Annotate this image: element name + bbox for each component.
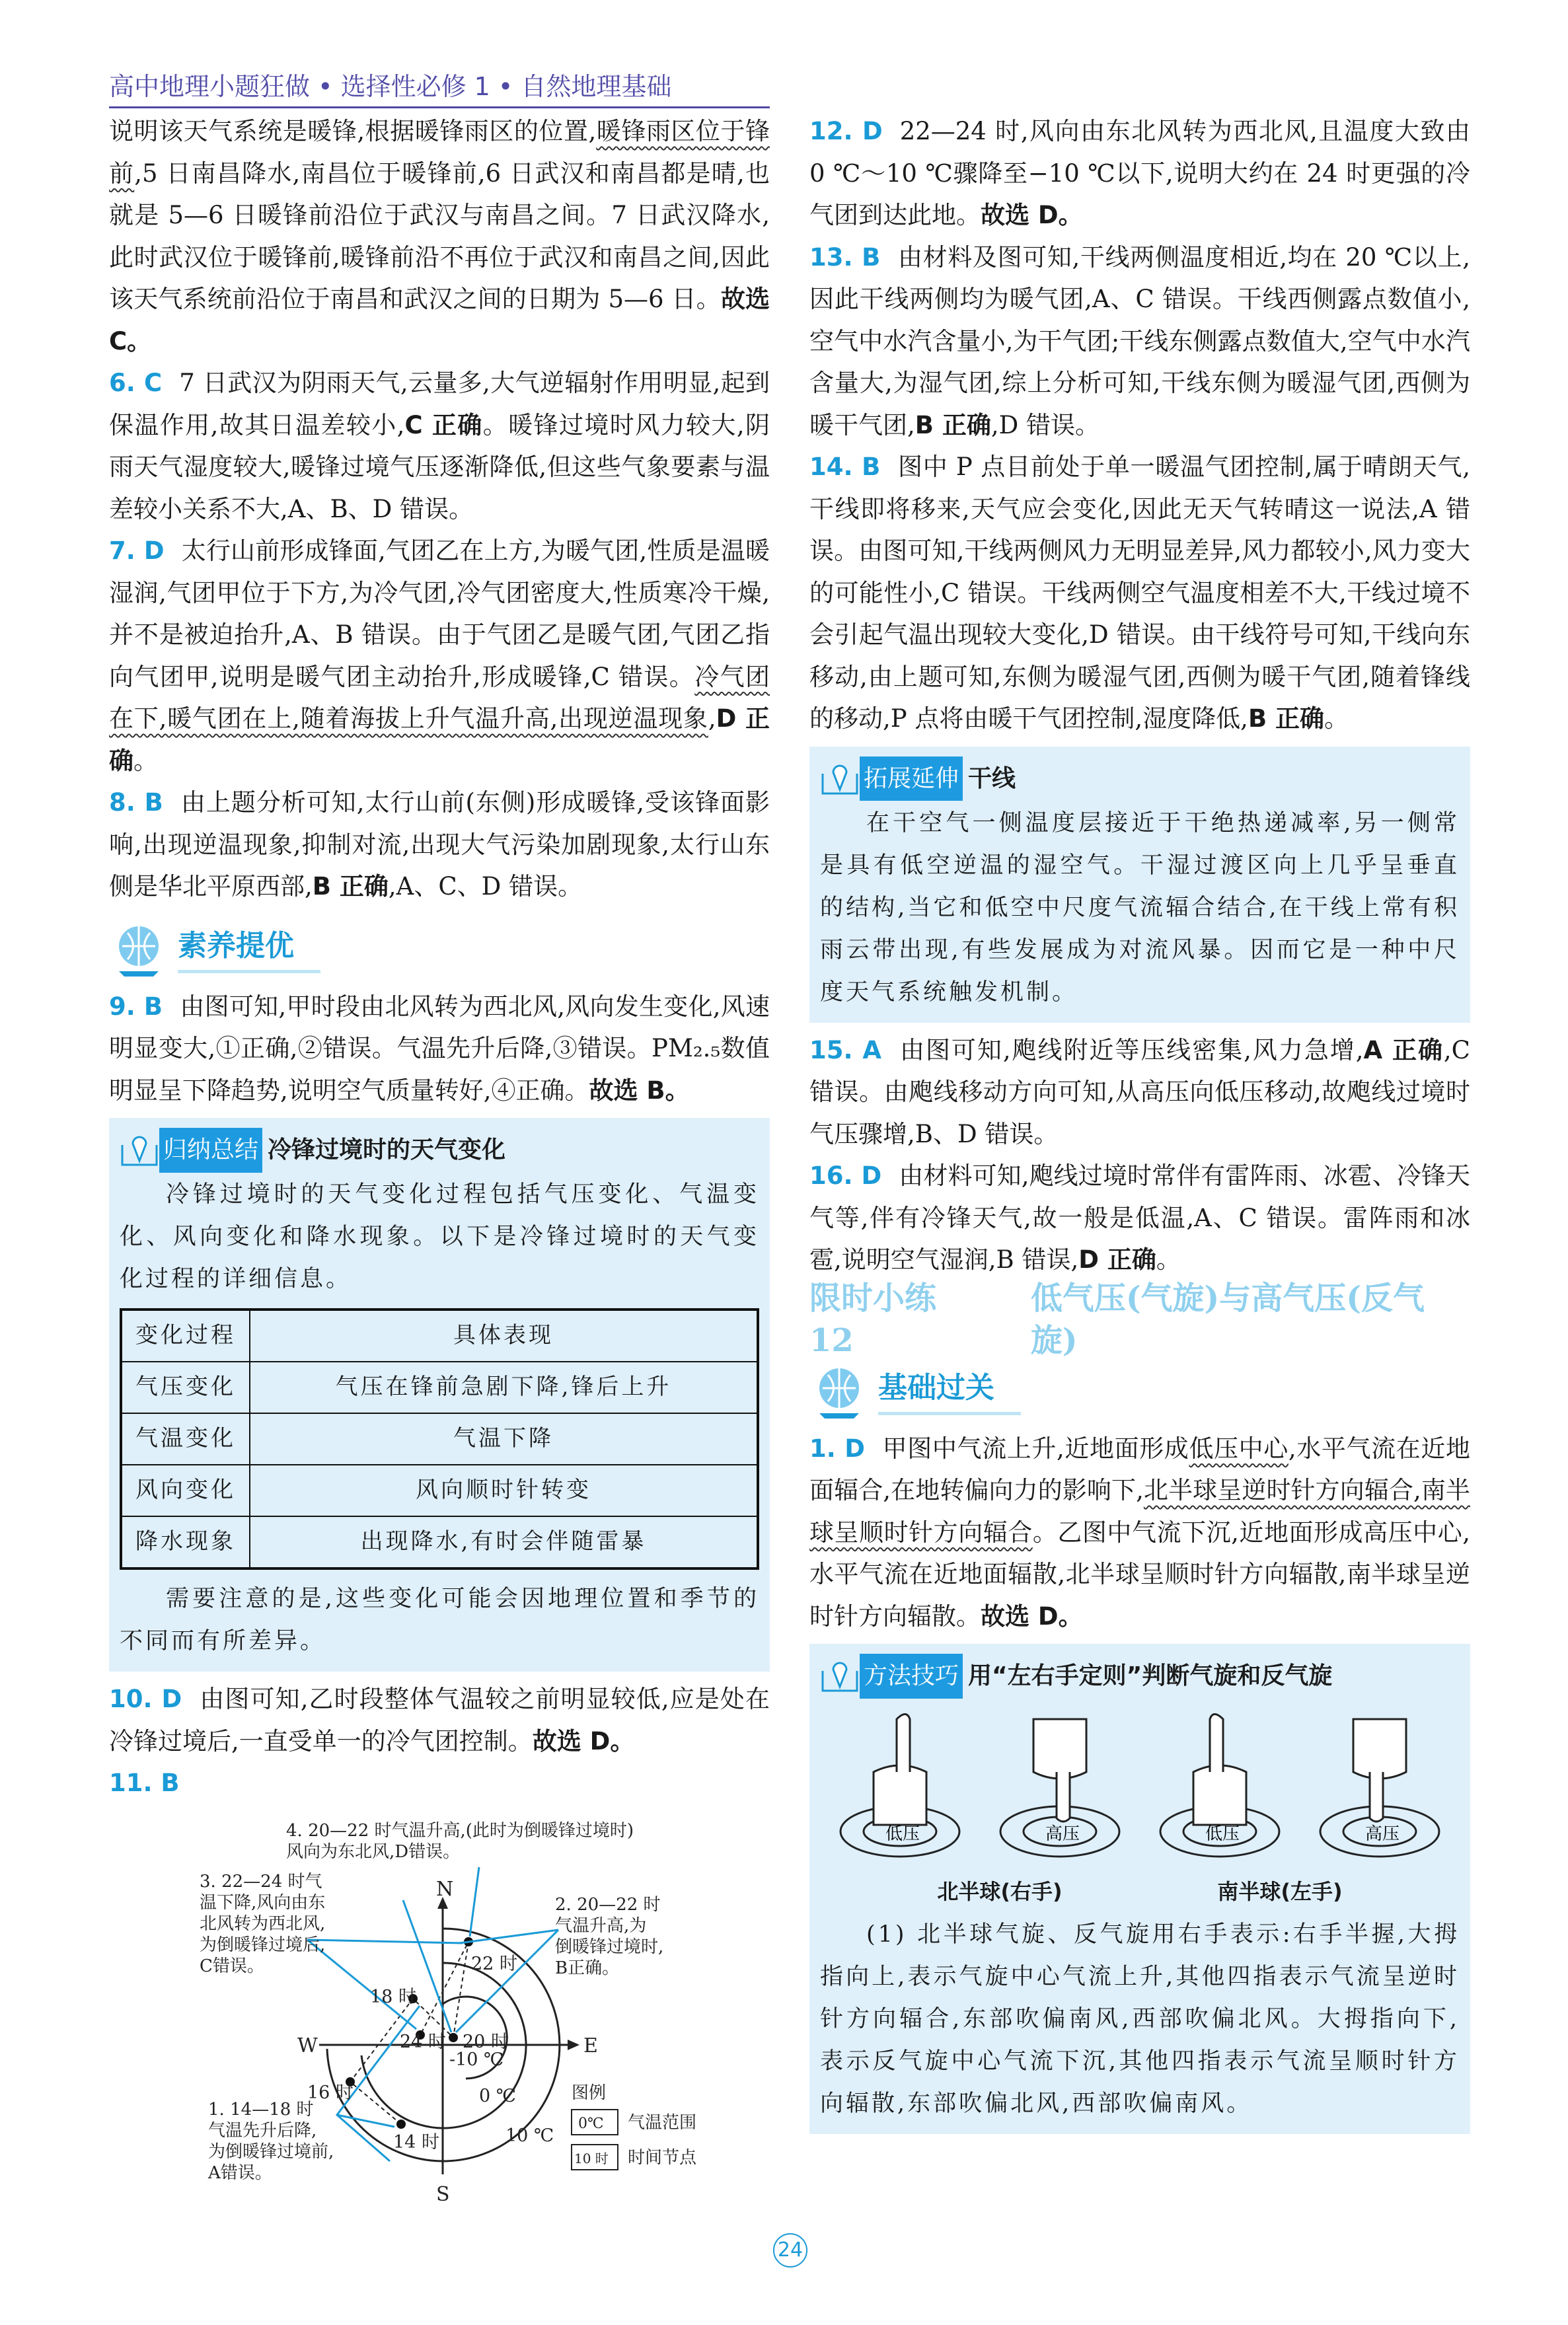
text-segment: 7 日武汉为阴雨天气,云量多,大气逆辐射作用明显,起到保温作用,故其日温差较小, [109,369,770,439]
hand-rule-illustration [820,1699,1460,1871]
answer-paragraph [109,1678,770,1762]
summary-box [109,1118,770,1672]
box-tag: 方法技巧 [860,1654,963,1699]
answer-conclusion: 故选 D。 [981,201,1083,229]
question-number: 13. B [809,242,881,272]
lesson-title [809,1280,1470,1359]
section-heading [109,913,770,986]
answer-conclusion: 故选 D。 [981,1602,1083,1631]
ring-label: -10 ℃ [449,2049,504,2070]
hand-label: 高压 [1365,1824,1400,1844]
time-label: 18 时 [370,1986,416,2007]
question-number: 9. B [109,992,163,1021]
lesson-number: 限时小练 12 [809,1280,937,1359]
diagram-annotation: 气温升高,为 [555,1915,647,1936]
box-header [120,1127,759,1173]
text-segment: 。乙图中气流下沉,近地面形成高压中心,水平气流在近地面辐散,北半球呈顺时针方向辐散,南半球呈逆时针方向辐散。 [809,1518,1470,1631]
ring-label: 10 ℃ [505,2125,554,2146]
text-segment: 北半球呈逆时针方向辐合,南半球呈顺时针方向辐合 [809,1476,1470,1547]
time-label: 16 时 [307,2082,354,2103]
hand-captions [820,1871,1460,1913]
left-hand-thumb-down-icon [1314,1699,1446,1871]
legend-symbol: 0℃ [578,2115,604,2132]
table-cell: 气温变化 [121,1413,250,1465]
table-header: 具体表现 [250,1310,758,1362]
question-number: 11. B [109,1769,180,1797]
left-hand-thumb-up-icon [1154,1699,1286,1871]
table-cell: 气压变化 [121,1362,250,1413]
answers-group [109,1678,770,1804]
box-text: 在干空气一侧温度层接近于干绝热递减率,另一侧常是具有低空逆温的湿空气。干湿过渡区向上几乎呈垂直的结构,当它和低空中尺度气流辐合结合,在干线上常有积雨云带出现,有些发展成为对流风暴。因而它是一种中尺度天气系统触发机制。 [820,809,1460,1006]
text-segment: ,5 日南昌降水,南昌位于暖锋前,6 日武汉和南昌都是晴,也就是 5—6 日暖锋前沿位于武汉与南昌之间。7 日武汉降水,此时武汉位于暖锋前,暖锋前沿不再位于武汉和南昌之间,因此该天气系统前沿位于南昌和武汉之间的日期为 5—6 日。 [109,159,770,313]
compass-w: W [297,2034,318,2057]
diagram-annotation: B正确。 [555,1958,620,1978]
table-cell: 风向顺时针转变 [250,1465,758,1516]
box-tag: 归纳总结 [159,1128,262,1173]
question-number: 1. D [809,1434,866,1463]
box-text: 冷锋过境时的天气变化过程包括气压变化、气温变化、风向变化和降水现象。以下是冷锋过境时的天气变化过程的详细信息。 [120,1181,759,1292]
box-header [820,1653,1460,1699]
answer-conclusion: 故选 D。 [532,1726,635,1755]
answers-group [109,110,770,908]
diagram-annotation: C错误。 [200,1956,264,1976]
lesson-name: 低气压(气旋)与高气压(反气旋) [1030,1280,1425,1359]
question-number: 15. A [809,1035,882,1064]
diagram-annotation: 倒暖锋过境时, [555,1937,664,1957]
wind-temperature-diagram [99,1804,760,2206]
caption-northern: 北半球(右手) [937,1879,1063,1904]
right-hand-thumb-down-icon [994,1699,1126,1871]
text-segment: 。 [133,746,158,775]
text-segment: 由材料可知,飑线过境时常伴有雷阵雨、冰雹、冷锋天气等,伴有冷锋天气,故一般是低温,A、C 错误。雷阵雨和冰雹,说明空气湿润,B 错误, [809,1162,1471,1274]
globe-icon [809,1362,869,1421]
time-label: 24 时 [400,2031,446,2052]
question-number: 7. D [109,536,165,565]
text-segment: ,D 错误。 [990,410,1100,439]
text-segment: 冷气团在下,暖气团在上,随着海拔上升气温升高,出现逆温现象 [109,662,770,733]
question-number: 14. B [809,453,881,481]
answers-group [809,110,1470,740]
page-number: 24 [773,2233,807,2268]
diagram-annotation: 风向为东北风,D错误。 [286,1841,461,1862]
answer-conclusion: B 正确 [312,872,389,901]
extension-box [809,747,1470,1023]
time-label: 20 时 [463,2031,509,2052]
hand-label: 低压 [1205,1824,1240,1844]
method-box [809,1644,1470,2134]
diagram-annotation: 1. 14—18 时 [208,2099,314,2120]
answer-paragraph [809,110,1470,237]
answer-conclusion: B 正确 [1248,704,1325,733]
answer-conclusion: 故选 B。 [589,1076,690,1105]
box-title: 用“左右手定则”判断气旋和反气旋 [968,1662,1333,1690]
right-column [809,110,1470,2141]
section-title: 素养提优 [178,925,320,973]
answers-group [109,986,770,1112]
answer-conclusion: B 正确 [915,410,991,439]
section-heading [809,1355,1470,1428]
compass-s: S [436,2182,450,2206]
time-label: 22 时 [471,1953,517,1974]
legend-label: 时间节点 [628,2147,697,2168]
right-hand-thumb-up-icon [834,1699,966,1871]
text-segment: , [708,704,716,733]
answer-paragraph [809,1428,1470,1638]
answer-conclusion: 故选 C。 [109,285,770,355]
box-note: 需要注意的是,这些变化可能会因地理位置和季节的不同而有所差异。 [120,1586,759,1654]
table-row [121,1465,758,1516]
diagram-annotation: 气温先升后降, [208,2120,317,2141]
table-cell: 出现降水,有时会伴随雷暴 [250,1516,758,1568]
answer-paragraph [109,362,770,530]
text-segment: 低压中心 [1189,1434,1288,1463]
table-header-row [121,1310,758,1362]
answer-paragraph [109,986,770,1112]
caption-southern: 南半球(左手) [1217,1879,1343,1904]
left-column [109,110,770,2206]
table-cell: 风向变化 [121,1465,250,1516]
running-header: 高中地理小题狂做 • 选择性必修 1 • 自然地理基础 [109,66,770,108]
text-segment: 太行山前形成锋面,气团乙在上方,为暖气团,性质是温暖湿润,气团甲位于下方,为冷气团,冷气团密度大,性质寒冷干燥,并不是被迫抬升,A、B 错误。由于气团乙是暖气团,气团乙指向气团甲,说明是暖气团主动抬升,形成暖锋,C 错误。 [109,536,770,691]
question-number: 10. D [109,1685,182,1713]
answer-paragraph [109,782,770,908]
diagram-annotation: 为倒暖锋过境前, [208,2141,334,2162]
answer-conclusion: A 正确 [1363,1035,1444,1064]
answer-conclusion: D 正确 [1078,1245,1156,1274]
table-row [121,1413,758,1465]
hand-label: 高压 [1045,1824,1080,1844]
book-pin-icon [820,760,860,797]
diagram-annotation: 4. 20—22 时气温升高,(此时为倒暖锋过境时) [286,1820,634,1841]
diagram-annotation: 北风转为西北风, [200,1913,326,1934]
globe-icon [109,920,168,979]
section-title: 基础过关 [878,1367,1021,1415]
answer-paragraph [809,1029,1470,1156]
text-segment: 由图可知,飑线附近等压线密集,风力急增, [899,1035,1364,1064]
compass-n: N [436,1877,454,1901]
answer-paragraph [809,446,1470,740]
answer-paragraph [809,237,1470,447]
diagram-annotation: 温下降,风向由东 [200,1892,326,1913]
text-segment: 由图可知,甲时段由北风转为西北风,风向发生变化,风速明显变大,①正确,②错误。气温先升后降,③错误。PM₂.₅数值明显呈下降趋势,说明空气质量转好,④正确。 [109,992,770,1105]
book-pin-icon [120,1132,159,1169]
diagram-annotation: A错误。 [208,2162,272,2183]
box-title: 干线 [968,764,1016,792]
text-segment: 图中 P 点目前处于单一暖温气团控制,属于晴朗天气,干线即将移来,天气应会变化,因此无天气转晴这一说法,A 错误。由图可知,干线两侧风力无明显差异,风力都较小,风力变大的可能性小,C 错误。干线两侧空气温度相差不大,干线过境不会引起气温出现较大变化,D 错误。由干线符号可知,干线向东移动,由上题可知,东侧为暖湿气团,西侧为暖干气团,随着锋线的移动,P 点将由暖干气团控制,湿度降低, [809,453,1470,733]
text-segment: ,A、C、D 错误。 [388,872,583,901]
diagram-annotation: 为倒暖锋过境后, [200,1935,326,1955]
table-cell: 气压在锋前急剧下降,锋后上升 [250,1362,758,1413]
question-number: 6. C [109,369,163,397]
legend-label: 气温范围 [628,2112,697,2133]
text-segment: ,C 错误。由飑线移动方向可知,从高压向低压移动,故飑线过境时气压骤增,B、D 错误。 [809,1035,1470,1148]
table-header: 变化过程 [121,1310,250,1362]
answer-paragraph [809,1155,1470,1281]
box-header [820,756,1460,802]
book-pin-icon [820,1658,860,1695]
compass-e: E [583,2034,598,2057]
text-segment: 。 [1324,704,1349,733]
text-segment: 由图可知,乙时段整体气温较之前明显较低,应是处在冷锋过境后,一直受单一的冷气团控制。 [109,1685,770,1755]
hand-label: 低压 [885,1824,920,1844]
answer-conclusion: C 正确 [404,410,483,439]
answer-conclusion: D 正确 [109,704,770,775]
diagram-annotation: 2. 20—22 时 [555,1894,661,1915]
table-cell: 降水现象 [121,1516,250,1568]
table-row [121,1516,758,1568]
question-number: 8. B [109,788,163,817]
text-segment: 甲图中气流上升,近地面形成 [882,1434,1189,1463]
answer-paragraph [109,110,770,362]
time-label: 14 时 [393,2131,439,2153]
answers-group [809,1029,1470,1281]
question-number: 12. D [809,117,883,145]
text-segment: 22—24 时,风向由东北风转为西北风,且温度大致由 0 ℃～10 ℃骤降至−10 ℃以下,说明大约在 24 时更强的冷气团到达此地。 [809,117,1470,229]
box-title: 冷锋过境时的天气变化 [268,1136,506,1164]
legend-title: 图例 [572,2083,607,2103]
text-segment: 。暖锋过境时风力较大,阴雨天气湿度较大,暖锋过境气压逐渐降低,但这些气象要素与温差较小关系不大,A、B、D 错误。 [109,410,770,523]
text-segment: 暖锋雨区位于锋前 [109,117,770,188]
box-text: (1) 北半球气旋、反气旋用右手表示:右手半握,大拇指向上,表示气旋中心气流上升,其他四指表示气流呈逆时针方向辐合,东部吹偏南风,西部吹偏北风。大拇指向下,表示反气旋中心气流下沉,其他四指表示气流呈顺时针方向辐散,东部吹偏北风,西部吹偏南风。 [820,1921,1460,2117]
diagram-annotation: 3. 22—24 时气 [200,1871,322,1892]
answers-group [809,1428,1470,1638]
question-number: 16. D [809,1162,882,1190]
text-segment: ,水平气流在近地面辐合,在地转偏向力的影响下, [809,1434,1471,1504]
answer-paragraph [109,530,770,782]
box-tag: 拓展延伸 [860,757,963,801]
table-cell: 气温下降 [250,1413,758,1465]
weather-change-table [120,1308,759,1570]
answer-paragraph [109,1762,770,1804]
text-segment: 说明该天气系统是暖锋,根据暖锋雨区的位置, [109,117,597,145]
legend-symbol: 10 时 [574,2150,609,2166]
table-row [121,1362,758,1413]
text-segment: 由上题分析可知,太行山前(东侧)形成暖锋,受该锋面影响,出现逆温现象,抑制对流,出现大气污染加剧现象,太行山东侧是华北平原西部, [109,788,770,901]
text-segment: 。 [1156,1245,1181,1274]
ring-label: 0 ℃ [479,2085,516,2106]
text-segment: 由材料及图可知,干线两侧温度相近,均在 20 ℃以上,因此干线两侧均为暖气团,A、C 错误。干线西侧露点数值小,空气中水汽含量小,为干气团;干线东侧露点数值大,空气中水汽含量大,为湿气团,综上分析可知,干线东侧为暖湿气团,西侧为暖干气团, [809,242,1470,439]
